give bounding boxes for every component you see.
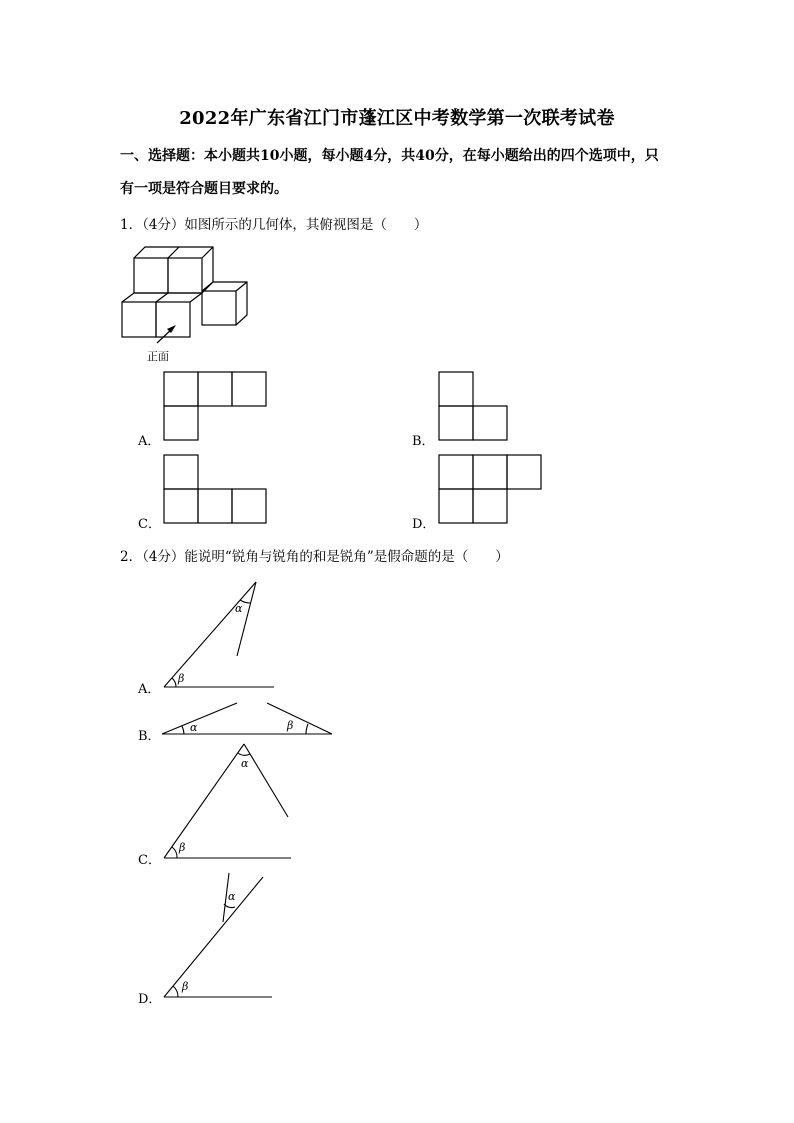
q2-option-c-label[interactable]: C． bbox=[138, 853, 161, 868]
q2-option-b-figure bbox=[162, 703, 332, 734]
q2-option-d-figure bbox=[164, 873, 272, 997]
question-2-number: 2． bbox=[120, 549, 143, 565]
q2-d-beta-label: β bbox=[182, 980, 189, 993]
question-2 bbox=[120, 545, 509, 565]
q1-solid-figure bbox=[122, 247, 247, 337]
q1-option-c-figure bbox=[164, 455, 266, 523]
q2-d-alpha-label: α bbox=[228, 890, 236, 903]
q2-a-beta-label: β bbox=[178, 672, 185, 685]
question-2-text: （4分）能说明“锐角与锐角的和是锐角”是假命题的是（ ） bbox=[142, 549, 509, 565]
q1-option-d-label[interactable]: D． bbox=[412, 517, 436, 532]
q1-option-d-figure bbox=[439, 455, 541, 523]
q2-c-alpha-label: α bbox=[241, 757, 249, 770]
q2-option-b-label[interactable]: B． bbox=[138, 729, 161, 744]
page-title: 2022年广东省江门市蓬江区中考数学第一次联考试卷 bbox=[179, 108, 615, 129]
section-heading-line2: 有一项是符合题目要求的。 bbox=[120, 181, 288, 197]
q1-option-a-label[interactable]: A． bbox=[138, 434, 161, 449]
q2-c-beta-label: β bbox=[179, 841, 186, 854]
q2-b-beta-label: β bbox=[287, 719, 294, 732]
question-1-number: 1． bbox=[120, 217, 143, 233]
front-view-label: 正面 bbox=[147, 350, 169, 363]
q1-option-a-figure bbox=[164, 372, 266, 440]
q2-option-d-label[interactable]: D． bbox=[138, 992, 162, 1007]
q2-option-a-label[interactable]: A． bbox=[138, 682, 161, 697]
question-1-text: （4分）如图所示的几何体，其俯视图是（ ） bbox=[142, 217, 428, 233]
q1-option-b-label[interactable]: B． bbox=[412, 434, 435, 449]
q1-option-b-figure bbox=[439, 372, 507, 440]
q2-b-alpha-label: α bbox=[190, 721, 198, 734]
section-heading-line1: 一、选择题：本小题共10小题，每小题4分，共40分，在每小题给出的四个选项中，只 bbox=[120, 148, 659, 164]
q2-a-alpha-label: α bbox=[235, 602, 243, 615]
q1-option-c-label[interactable]: C． bbox=[138, 517, 161, 532]
